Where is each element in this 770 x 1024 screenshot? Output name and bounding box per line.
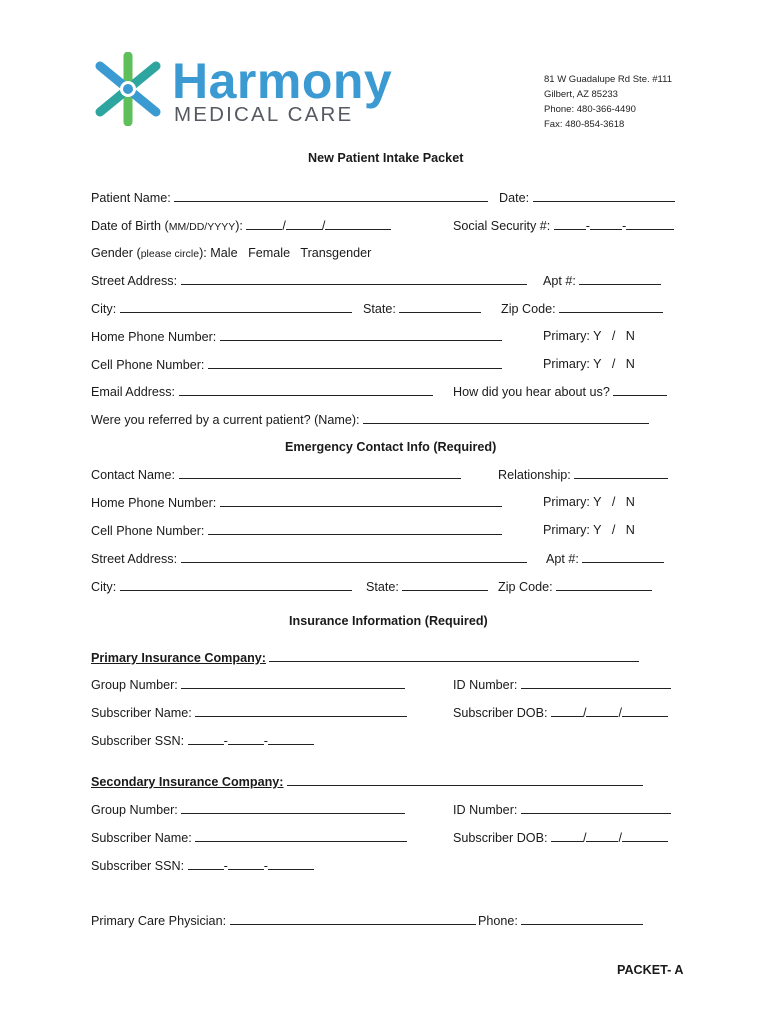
- ec-cell-phone-primary[interactable]: Primary: Y / N: [543, 523, 635, 537]
- primary-insurance-label: Primary Insurance Company:: [91, 651, 266, 665]
- referred-label: Were you referred by a current patient? (Name):: [91, 413, 360, 427]
- apt-row: [543, 272, 661, 289]
- home-phone-row: [91, 328, 502, 345]
- referred-row: [91, 411, 649, 428]
- cell-phone-row: [91, 356, 502, 373]
- state-label: State:: [363, 302, 396, 316]
- s-sub-dob-day[interactable]: [586, 829, 618, 842]
- date-field[interactable]: [533, 189, 675, 202]
- dob-year-field[interactable]: [325, 217, 391, 230]
- dob-day-field[interactable]: [286, 217, 322, 230]
- contact-name-field[interactable]: [179, 466, 461, 479]
- home-phone-primary[interactable]: Primary: Y / N: [543, 329, 635, 343]
- home-phone-label: Home Phone Number:: [91, 330, 217, 344]
- p-sub-name-row: [91, 704, 407, 721]
- s-sub-ssn-row: Subscriber SSN: - -: [91, 857, 314, 874]
- physician-field[interactable]: [230, 912, 476, 925]
- s-sub-name-row: [91, 829, 407, 846]
- s-group-row: [91, 801, 405, 818]
- ec-street-row: [91, 550, 527, 567]
- patient-name-label: Patient Name:: [91, 191, 171, 205]
- secondary-insurance-row: [91, 773, 643, 790]
- ec-apt-row: [546, 550, 664, 567]
- hear-field[interactable]: [613, 383, 667, 396]
- ec-zip-label: Zip Code:: [498, 580, 553, 594]
- physician-phone-row: [478, 912, 643, 929]
- ssn-row: Social Security #: - -: [453, 217, 674, 234]
- p-id-label: ID Number:: [453, 678, 518, 692]
- address-fax: Fax: 480-854-3618: [544, 119, 625, 130]
- ssn-field-3[interactable]: [626, 217, 674, 230]
- p-group-row: [91, 676, 405, 693]
- s-sub-dob-year[interactable]: [622, 829, 668, 842]
- s-sub-name-field[interactable]: [195, 829, 407, 842]
- gender-row: [91, 245, 371, 262]
- s-sub-dob-label: Subscriber DOB:: [453, 831, 548, 845]
- page-title: New Patient Intake Packet: [308, 151, 464, 165]
- ec-apt-field[interactable]: [582, 550, 664, 563]
- packet-id: PACKET- A: [617, 963, 684, 977]
- zip-row: [501, 300, 663, 317]
- s-id-label: ID Number:: [453, 803, 518, 817]
- cell-phone-primary[interactable]: Primary: Y / N: [543, 357, 635, 371]
- ec-city-field[interactable]: [120, 578, 352, 591]
- p-sub-dob-day[interactable]: [586, 704, 618, 717]
- ec-state-label: State:: [366, 580, 399, 594]
- hear-row: [453, 383, 667, 400]
- ec-cell-phone-field[interactable]: [208, 522, 502, 535]
- relationship-field[interactable]: [574, 466, 668, 479]
- s-sub-ssn-1[interactable]: [188, 857, 224, 870]
- p-sub-name-field[interactable]: [195, 704, 407, 717]
- ec-state-row: [366, 578, 488, 595]
- physician-row: [91, 912, 476, 929]
- gender-options[interactable]: Male Female Transgender: [210, 246, 372, 260]
- ec-home-phone-row: [91, 494, 502, 511]
- city-label: City:: [91, 302, 117, 316]
- address-line-2: Gilbert, AZ 85233: [544, 89, 618, 100]
- dob-row: Date of Birth (MM/DD/YYYY): / /: [91, 217, 391, 235]
- ec-home-phone-label: Home Phone Number:: [91, 496, 217, 510]
- apt-field[interactable]: [579, 272, 661, 285]
- ssn-field-1[interactable]: [554, 217, 586, 230]
- ec-cell-phone-row: [91, 522, 502, 539]
- insurance-heading: Insurance Information (Required): [289, 614, 488, 628]
- ec-home-phone-primary[interactable]: Primary: Y / N: [543, 495, 635, 509]
- email-field[interactable]: [179, 383, 433, 396]
- date-label: Date:: [499, 191, 530, 205]
- p-sub-ssn-3[interactable]: [268, 732, 314, 745]
- s-group-field[interactable]: [181, 801, 405, 814]
- contact-name-row: [91, 466, 461, 483]
- ec-cell-phone-label: Cell Phone Number:: [91, 524, 205, 538]
- emergency-heading: Emergency Contact Info (Required): [285, 440, 497, 454]
- street-field[interactable]: [181, 272, 527, 285]
- referred-field[interactable]: [363, 411, 649, 424]
- state-field[interactable]: [399, 300, 481, 313]
- secondary-insurance-label: Secondary Insurance Company:: [91, 775, 284, 789]
- ec-street-field[interactable]: [181, 550, 527, 563]
- street-label: Street Address:: [91, 274, 178, 288]
- p-sub-name-label: Subscriber Name:: [91, 706, 192, 720]
- cell-phone-label: Cell Phone Number:: [91, 358, 205, 372]
- address-phone: Phone: 480-366-4490: [544, 104, 636, 115]
- s-sub-dob-row: Subscriber DOB: / /: [453, 829, 668, 846]
- dob-label: Date of Birth (: [91, 219, 169, 233]
- ec-street-label: Street Address:: [91, 552, 178, 566]
- clinic-address: [544, 72, 672, 132]
- p-sub-ssn-1[interactable]: [188, 732, 224, 745]
- primary-insurance-field[interactable]: [269, 649, 639, 662]
- relationship-row: [498, 466, 668, 483]
- p-sub-ssn-2[interactable]: [228, 732, 264, 745]
- cell-phone-field[interactable]: [208, 356, 502, 369]
- hear-label: How did you hear about us?: [453, 385, 610, 399]
- home-phone-field[interactable]: [220, 328, 502, 341]
- logo-subtitle: MEDICAL CARE: [174, 103, 354, 126]
- s-sub-dob-month[interactable]: [551, 829, 583, 842]
- p-sub-dob-month[interactable]: [551, 704, 583, 717]
- ec-zip-field[interactable]: [556, 578, 652, 591]
- p-sub-ssn-label: Subscriber SSN:: [91, 734, 185, 748]
- contact-name-label: Contact Name:: [91, 468, 175, 482]
- ec-home-phone-field[interactable]: [220, 494, 502, 507]
- p-id-row: [453, 676, 671, 693]
- city-field[interactable]: [120, 300, 352, 313]
- dob-format: MM/DD/YYYY: [168, 221, 236, 233]
- patient-name-row: [91, 189, 488, 206]
- s-sub-ssn-2[interactable]: [228, 857, 264, 870]
- apt-label: Apt #:: [543, 274, 576, 288]
- p-sub-dob-row: Subscriber DOB: / /: [453, 704, 668, 721]
- logo-name: Harmony: [172, 53, 393, 109]
- physician-label: Primary Care Physician:: [91, 914, 227, 928]
- ec-zip-row: [498, 578, 652, 595]
- ssn-field-2[interactable]: [590, 217, 622, 230]
- state-row: [363, 300, 481, 317]
- dob-label-end: ):: [235, 219, 243, 233]
- dob-month-field[interactable]: [246, 217, 282, 230]
- s-id-field[interactable]: [521, 801, 671, 814]
- ssn-label: Social Security #:: [453, 219, 551, 233]
- physician-phone-field[interactable]: [521, 912, 643, 925]
- ec-state-field[interactable]: [402, 578, 488, 591]
- s-group-label: Group Number:: [91, 803, 178, 817]
- p-sub-dob-year[interactable]: [622, 704, 668, 717]
- ec-apt-label: Apt #:: [546, 552, 579, 566]
- zip-field[interactable]: [559, 300, 663, 313]
- date-row: [499, 189, 675, 206]
- address-line-1: 81 W Guadalupe Rd Ste. #111: [544, 74, 672, 85]
- secondary-insurance-field[interactable]: [287, 773, 643, 786]
- email-row: [91, 383, 433, 400]
- gender-label-end: ):: [199, 246, 207, 260]
- s-id-row: [453, 801, 671, 818]
- s-sub-ssn-label: Subscriber SSN:: [91, 859, 185, 873]
- harmony-logo-icon: [92, 52, 164, 126]
- p-group-field[interactable]: [181, 676, 405, 689]
- patient-name-field[interactable]: [174, 189, 488, 202]
- gender-label: Gender (: [91, 246, 141, 260]
- physician-phone-label: Phone:: [478, 914, 518, 928]
- city-row: [91, 300, 352, 317]
- s-sub-ssn-3[interactable]: [268, 857, 314, 870]
- p-id-field[interactable]: [521, 676, 671, 689]
- primary-insurance-row: [91, 649, 639, 666]
- relationship-label: Relationship:: [498, 468, 571, 482]
- p-sub-dob-label: Subscriber DOB:: [453, 706, 548, 720]
- ec-city-row: [91, 578, 352, 595]
- zip-label: Zip Code:: [501, 302, 556, 316]
- p-sub-ssn-row: Subscriber SSN: - -: [91, 732, 314, 749]
- email-label: Email Address:: [91, 385, 175, 399]
- p-group-label: Group Number:: [91, 678, 178, 692]
- s-sub-name-label: Subscriber Name:: [91, 831, 192, 845]
- ec-city-label: City:: [91, 580, 117, 594]
- street-row: [91, 272, 527, 289]
- gender-hint: please circle: [140, 248, 200, 260]
